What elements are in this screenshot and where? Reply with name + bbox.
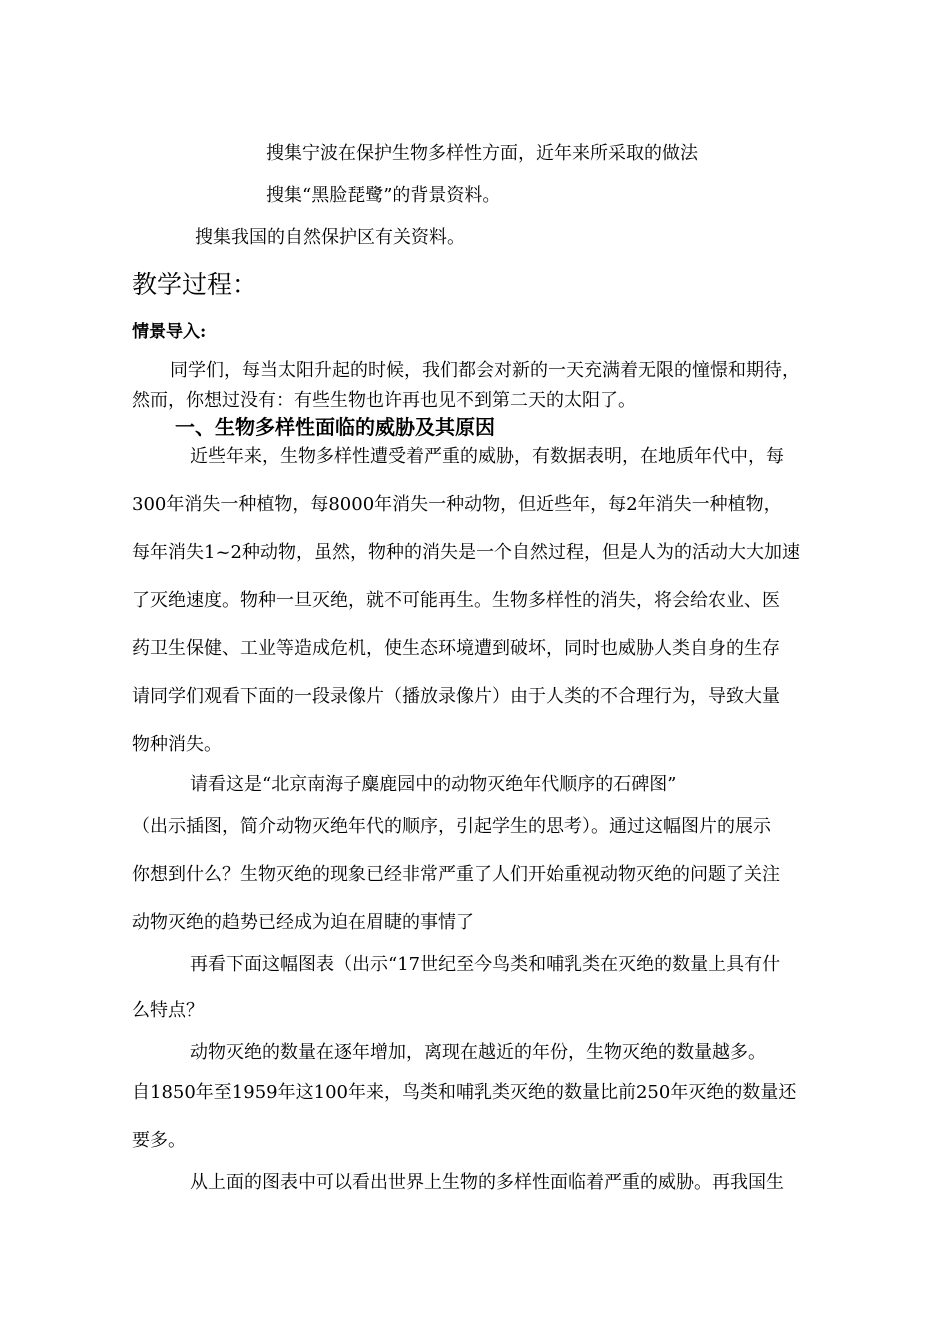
body-line-4: 了灭绝速度。物种一旦灭绝，就不可能再生。生物多样性的消失，将会给农业、医 bbox=[132, 590, 780, 611]
intro-line-1: 同学们，每当太阳升起的时候，我们都会对新的一天充满着无限的憧憬和期待， bbox=[170, 360, 800, 381]
body-line-11: 动物灭绝的趋势已经成为迫在眉睫的事情了 bbox=[132, 912, 474, 933]
body-line-9: （出示插图，简介动物灭绝年代的顺序，引起学生的思考）。通过这幅图片的展示 bbox=[132, 816, 771, 837]
body-line-8: 请看这是“北京南海子麋鹿园中的动物灭绝年代顺序的石碑图” bbox=[190, 774, 677, 795]
body-line-7: 物种消失。 bbox=[132, 734, 222, 755]
intro-label: 情景导入: bbox=[132, 322, 207, 342]
intro-line-2: 然而，你想过没有：有些生物也许再也见不到第二天的太阳了。 bbox=[132, 390, 636, 411]
prep-line-2: 搜集“黑脸琵鹭”的背景资料。 bbox=[266, 185, 501, 206]
body-line-3: 每年消失1~2种动物，虽然，物种的消失是一个自然过程，但是人为的活动大大加速 bbox=[132, 542, 800, 563]
body-line-12: 再看下面这幅图表（出示“17世纪至今鸟类和哺乳类在灭绝的数量上具有什 bbox=[190, 954, 781, 975]
body-line-2: 300年消失一种植物，每8000年消失一种动物，但近些年，每2年消失一种植物， bbox=[132, 494, 782, 515]
body-line-15: 自1850年至1959年这100年来，鸟类和哺乳类灭绝的数量比前250年灭绝的数量还 bbox=[132, 1082, 797, 1103]
section-1-title: 一、生物多样性面临的威胁及其原因 bbox=[175, 415, 495, 439]
body-line-14: 动物灭绝的数量在逐年增加，离现在越近的年份，生物灭绝的数量越多。 bbox=[190, 1042, 766, 1063]
body-line-5: 药卫生保健、工业等造成危机，使生态环境遭到破坏，同时也威胁人类自身的生存 bbox=[132, 638, 780, 659]
process-title: 教学过程： bbox=[132, 270, 258, 299]
body-line-6: 请同学们观看下面的一段录像片（播放录像片）由于人类的不合理行为，导致大量 bbox=[132, 686, 780, 707]
body-line-16: 要多。 bbox=[132, 1130, 186, 1151]
body-line-10: 你想到什么？生物灭绝的现象已经非常严重了人们开始重视动物灭绝的问题了关注 bbox=[132, 864, 780, 885]
body-line-17: 从上面的图表中可以看出世界上生物的多样性面临着严重的威胁。再我国生 bbox=[190, 1172, 784, 1193]
body-line-1: 近些年来，生物多样性遭受着严重的威胁，有数据表明，在地质年代中，每 bbox=[190, 446, 784, 467]
prep-line-3: 搜集我国的自然保护区有关资料。 bbox=[195, 227, 465, 248]
prep-line-1: 搜集宁波在保护生物多样性方面，近年来所采取的做法 bbox=[266, 143, 698, 164]
body-line-13: 么特点？ bbox=[132, 1000, 204, 1021]
